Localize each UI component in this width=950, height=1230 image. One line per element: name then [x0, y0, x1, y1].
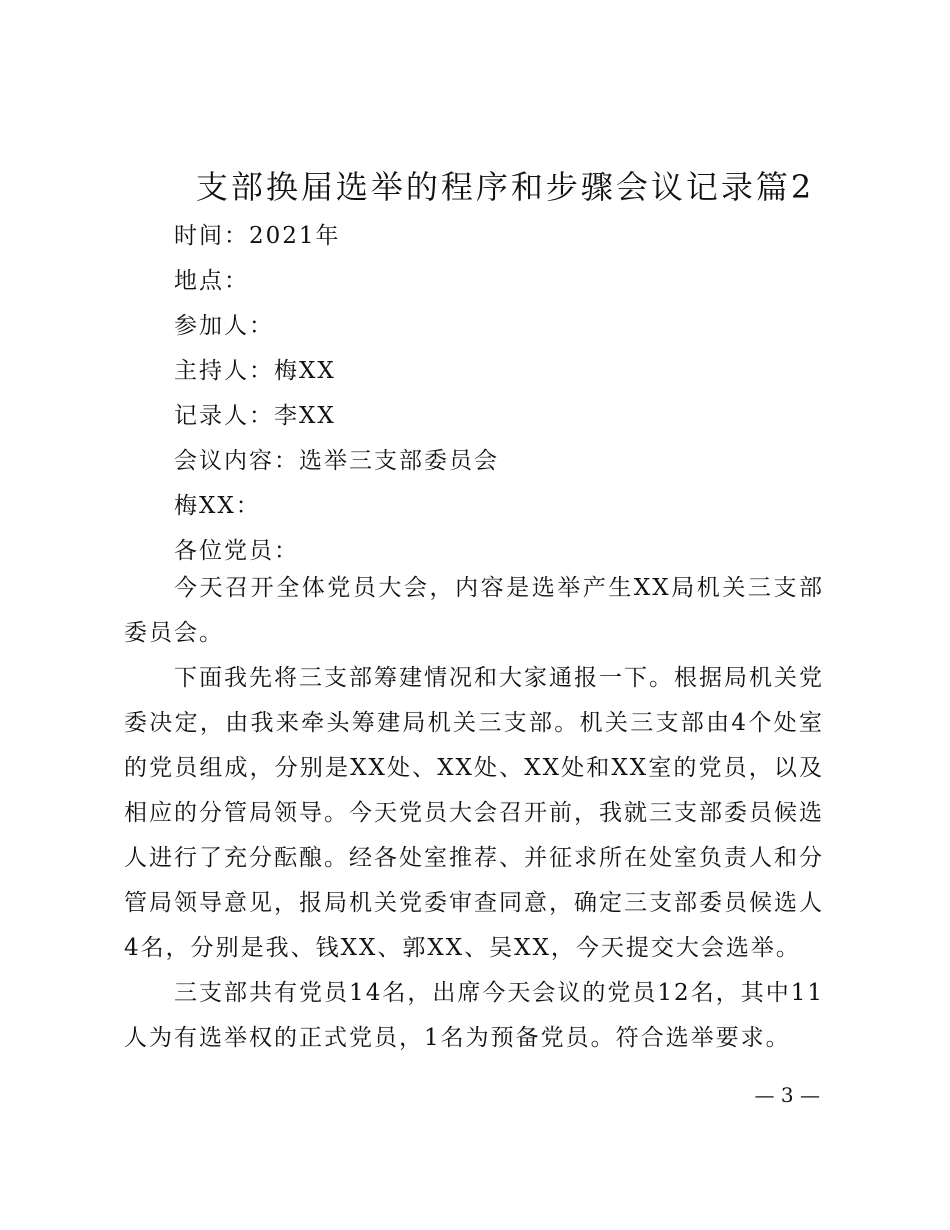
- greeting: 各位党员：: [174, 538, 299, 564]
- speaker-label: 梅XX：: [174, 493, 261, 519]
- meeting-content: 会议内容：选举三支部委员会: [174, 448, 499, 474]
- meeting-place: 地点：: [174, 268, 249, 294]
- document-title: 支部换届选举的程序和步骤会议记录篇2: [195, 168, 815, 206]
- meeting-participants: 参加人：: [174, 313, 274, 339]
- paragraph-2: 下面我先将三支部筹建情况和大家通报一下。根据局机关党委决定，由我来牵头筹建局机关三支部。机关三支部由4个处室的党员组成，分别是XX处、XX处、XX处和XX室的党员，以及相应的分管局领导。今天党员大会召开前，我就三支部委员候选人进行了充分酝酿。经各处室推荐、并征求所在处室负责人和分管局领导意见，报局机关党委审查同意，确定三支部委员候选人4名，分别是我、钱XX、郭XX、吴XX，今天提交大会选举。: [124, 665, 824, 961]
- paragraph-3: 三支部共有党员14名，出席今天会议的党员12名，其中11人为有选举权的正式党员，1名为预备党员。符合选举要求。: [124, 980, 824, 1051]
- meeting-host: 主持人：梅XX: [174, 358, 336, 384]
- meeting-recorder: 记录人：李XX: [174, 403, 336, 429]
- page-number: — 3 —: [754, 1083, 820, 1107]
- meeting-time: 时间：2021年: [174, 223, 341, 249]
- paragraph-1: 今天召开全体党员大会，内容是选举产生XX局机关三支部委员会。: [124, 575, 824, 646]
